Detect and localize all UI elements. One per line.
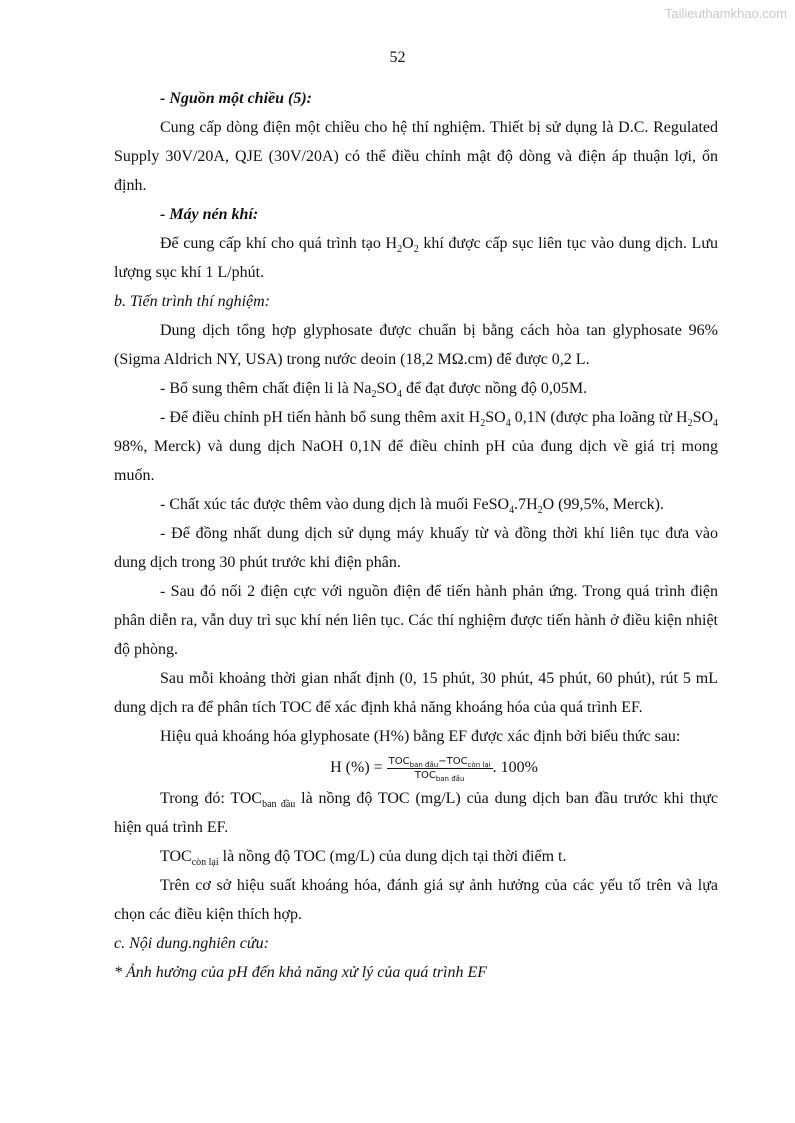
formula-fraction bbox=[387, 755, 493, 782]
power-heading: - Nguồn một chiều (5): bbox=[160, 90, 312, 107]
compressor-heading: - Máy nén khí: bbox=[160, 206, 259, 223]
procedure-heading: b. Tiến trình thí nghiệm: bbox=[114, 293, 270, 310]
definition-toc-remaining: $TOC_{còn lại}$ là nồng độ TOC (mg/L) của dung dịch tại thời điểm t. bbox=[160, 848, 567, 869]
research-heading: c. Nội dung.nghiên cứu: bbox=[114, 935, 269, 952]
formula-lhs: H (%) = bbox=[330, 759, 387, 776]
page-number: 52 bbox=[389, 49, 406, 66]
research-subheading: * Ảnh hưởng của pH đến khả năng xử lý của quá trình EF bbox=[114, 964, 488, 981]
procedure-p3: - Để điều chỉnh pH tiến hành bổ sung thêm axit $H_2SO_4$ 0,1N (được pha loãng từ $H_2SO_4$ 98%, Merck) và dung dịch NaOH 0,1N để điều chỉnh pH của đung dịch về giá trị mong muốn. bbox=[114, 409, 719, 484]
watermark: Tailieuthamkhao.com bbox=[664, 6, 787, 21]
procedure-p2: - Bổ sung thêm chất điện li là $Na_2SO_4$ để đạt được nồng độ 0,05M. bbox=[160, 380, 588, 401]
procedure-p4: - Chất xúc tác được thêm vào dung dịch là muối $FeSO_4.7H_2O$ (99,5%, Merck). bbox=[160, 496, 664, 517]
procedure-p6: - Sau đó nối 2 điện cực với nguồn điện để tiến hành phản ứng. Trong quá trình điện phân diễn ra, vẫn duy trì sục khí nén liên tục. Các thí nghiệm được tiến hành ở điều kiện nhiệt độ phòng. bbox=[114, 583, 718, 658]
formula-numerator: $TOC_{ban đầu}-TOC_{còn lại}$ bbox=[388, 755, 491, 769]
definition-evaluation: Trên cơ sở hiệu suất khoáng hóa, đánh giá sự ảnh hưởng của các yếu tố trên và lựa chọn các điều kiện thích hợp. bbox=[114, 877, 718, 923]
procedure-p8: Hiệu quả khoáng hóa glyphosate (H%) bằng EF được xác định bởi biểu thức sau: bbox=[160, 728, 681, 745]
formula-rhs: . 100% bbox=[492, 759, 538, 776]
procedure-p1: Dung dịch tổng hợp glyphosate được chuẩn bị bằng cách hòa tan glyphosate 96% (Sigma Aldrich NY, USA) trong nước deoin (18,2 MΩ.cm) để được 0,2 L. bbox=[114, 322, 718, 368]
compressor-body: Để cung cấp khí cho quá trình tạo $H_2O_2$ khí được cấp sục liên tục vào dung dịch. Lưu lượng sục khí 1 L/phút. bbox=[114, 235, 719, 281]
formula-denominator: $TOC_{ban đầu}$ bbox=[414, 769, 465, 783]
document-body bbox=[114, 84, 718, 987]
power-body: Cung cấp dòng điện một chiều cho hệ thí nghiệm. Thiết bị sử dụng là D.C. Regulated Supply 30V/20A, QJE (30V/20A) có thể điều chỉnh mật độ dòng và điện áp thuận lợi, ổn định. bbox=[114, 119, 718, 194]
definition-toc-initial: Trong đó: $TOC_{ban đầu}$ là nồng độ TOC (mg/L) của dung dịch ban đầu trước khi thực hiện quá trình EF. bbox=[114, 790, 719, 836]
procedure-p5: - Để đồng nhất dung dịch sử dụng máy khuấy từ và đồng thời khí liên tục đưa vào dung dịch trong 30 phút trước khi điện phân. bbox=[114, 525, 718, 571]
procedure-p7: Sau mỗi khoảng thời gian nhất định (0, 15 phút, 30 phút, 45 phút, 60 phút), rút 5 mL dung dịch ra để phân tích TOC để xác định khả năng khoáng hóa của quá trình EF. bbox=[114, 670, 718, 716]
mineralization-formula bbox=[114, 753, 718, 782]
